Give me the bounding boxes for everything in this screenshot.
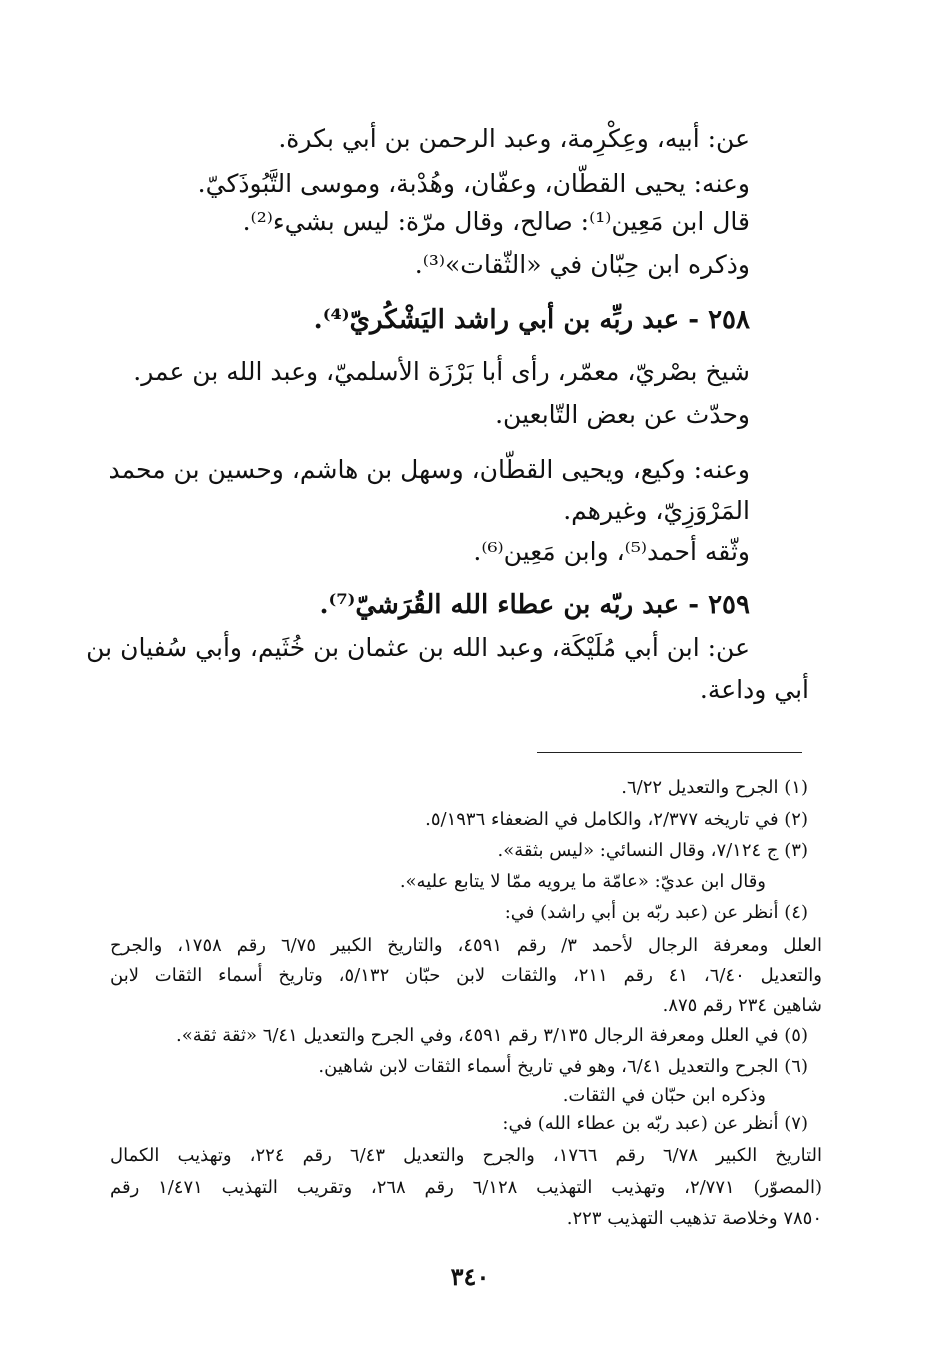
footnote: العلل ومعرفة الرجال لأحمد ٣/ رقم ٤٥٩١، والتاريخ الكبير ٦/٧٥ رقم ١٧٥٨، والجرح xyxy=(110,935,822,956)
footnote: (المصوّر) ٢/٧٧١، وتهذيب التهذيب ٦/١٢٨ رقم ٢٦٨، وتقريب التهذيب ١/٤٧١ رقم xyxy=(110,1177,822,1198)
footnote: وقال ابن عديّ: «عامّة ما يرويه ممّا لا يتابع عليه». xyxy=(399,871,766,892)
footnote: التاريخ الكبير ٦/٧٨ رقم ١٧٦٦، والجرح والتعديل ٦/٤٣ رقم ٢٢٤، وتهذيب الكمال xyxy=(110,1145,822,1166)
body-line: قال ابن مَعِين⁽¹⁾: صالح، وقال مرّة: ليس بشيء⁽²⁾. xyxy=(242,207,750,236)
entry-heading: ٢٥٩ - عبد ربّه بن عطاء الله القُرَشيّ⁽⁷⁾. xyxy=(319,590,750,620)
footnote: شاهين ٢٣٤ رقم ٨٧٥. xyxy=(662,995,822,1016)
entry-line: شيخ بصْريّ، معمّر، رأى أبا بَرْزَة الأسلميّ، وعبد الله بن عمر. xyxy=(133,357,750,386)
entry-line: المَرْوَزِيّ، وغيرهم. xyxy=(563,496,750,525)
footnote: (٥) في العلل ومعرفة الرجال ٣/١٣٥ رقم ٤٥٩١، وفي الجرح والتعديل ٦/٤١ «ثقة ثقة». xyxy=(175,1025,808,1046)
entry-heading: ٢٥٨ - عبد ربِّه بن أبي راشد اليَشْكُريّ⁽⁴⁾. xyxy=(313,305,750,335)
entry-line: وحدّث عن بعض التّابعين. xyxy=(495,400,750,429)
footnote: ٧٨٥٠ وخلاصة تذهيب التهذيب ٢٢٣. xyxy=(566,1208,822,1229)
page-number: ٣٤٠ xyxy=(450,1262,490,1291)
footnote-separator xyxy=(537,752,802,753)
footnote: (١) الجرح والتعديل ٦/٢٢. xyxy=(621,777,808,798)
footnote: (٢) في تاريخه ٢/٣٧٧، والكامل في الضعفاء ٥/١٩٣٦. xyxy=(425,809,808,830)
footnote: والتعديل ٦/٤٠، ٤١ رقم ٢١١، والثقات لابن حبّان ٥/١٣٢، وتاريخ أسماء الثقات لابن xyxy=(110,965,822,986)
footnote: وذكره ابن حبّان في الثقات. xyxy=(562,1085,766,1106)
entry-line: أبي وداعة. xyxy=(699,675,809,704)
footnote: (٧) أنظر عن (عبد ربّه بن عطاء الله) في: xyxy=(502,1113,808,1134)
body-line: وذكره ابن حِبّان في «الثّقات»⁽³⁾. xyxy=(414,250,750,279)
body-line: وعنه: يحيى القطّان، وعفّان، وهُدْبة، وموسى التَّبُوذَكيّ. xyxy=(197,169,750,198)
entry-line: وثّقه أحمد⁽⁵⁾، وابن مَعِين⁽⁶⁾. xyxy=(473,537,750,566)
footnote: (٦) الجرح والتعديل ٦/٤١، وهو في تاريخ أسماء الثقات لابن شاهين. xyxy=(318,1056,808,1077)
footnote: (٣) ج ٧/١٢٤، وقال النسائي: «ليس بثقة». xyxy=(497,840,808,861)
entry-line: عن: ابن أبي مُلَيْكَة، وعبد الله بن عثمان بن خُثَيم، وأبي سُفيان بن xyxy=(86,633,750,662)
entry-line: وعنه: وكيع، ويحيى القطّان، وسهل بن هاشم، وحسين بن محمد xyxy=(108,455,750,484)
body-line: عن: أبيه، وعِكْرِمة، وعبد الرحمن بن أبي بكرة. xyxy=(278,124,750,153)
footnote: (٤) أنظر عن (عبد ربّه بن أبي راشد) في: xyxy=(504,902,808,923)
